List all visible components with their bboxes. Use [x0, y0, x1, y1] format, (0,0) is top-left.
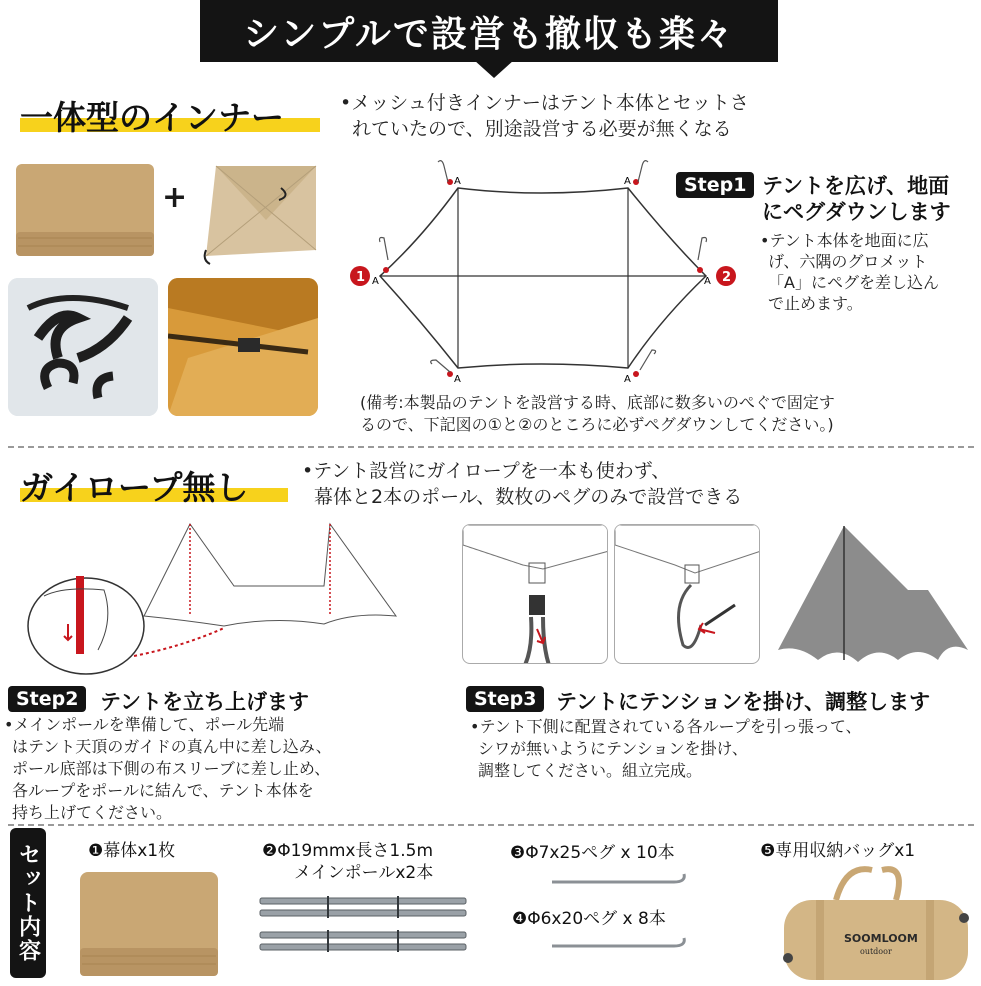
item2-label-line2: メインポールx2本	[294, 863, 434, 883]
step1-desc-2: げ、六隅のグロメット	[768, 252, 928, 271]
section-divider	[8, 824, 974, 826]
step3-desc-2: シワが無いようにテンションを掛け、	[478, 739, 748, 758]
step2-desc-2: はテント天頂のガイドの真ん中に差し込み、	[12, 737, 332, 756]
step1-badge: Step1	[676, 172, 754, 198]
item3-label: ❸Φ7x25ペグ x 10本	[510, 843, 675, 863]
banner-title: シンプルで設営も撤収も楽々	[243, 13, 735, 55]
step3-title: テントにテンションを掛け、調整します	[556, 690, 931, 714]
peg-small-image	[548, 934, 688, 958]
step2-header	[8, 686, 86, 712]
finished-tent-image	[768, 520, 978, 670]
step2-desc-1: •メインポールを準備して、ポール先端	[4, 715, 285, 734]
section2-bullet-line1: •テント設営にガイロープを一本も使わず、	[302, 460, 671, 482]
section2-bullet-line2: 幕体と2本のポール、数枚のペグのみで設営できる	[314, 486, 743, 508]
loop-detail-panel-2	[614, 524, 760, 664]
grommet-label: A	[704, 276, 711, 287]
tent-body-image	[78, 870, 220, 980]
grommet-label: A	[624, 374, 631, 385]
section1-bullet-line1: •メッシュ付きインナーはテント本体とセットさ	[340, 92, 749, 114]
hooks-photo	[8, 278, 158, 416]
marker-2-label: 2	[722, 270, 732, 285]
banner-pointer	[474, 60, 514, 78]
grommet-label: A	[372, 276, 379, 287]
step3-header	[466, 686, 544, 712]
folded-fabric-image	[14, 160, 156, 260]
title-banner	[200, 0, 778, 62]
pole-setup-diagram	[24, 516, 404, 676]
step1-desc-3: 「A」にペグを差し込ん	[768, 273, 939, 292]
step2-desc-5: 持ち上げてください。	[12, 803, 173, 822]
step3-desc-1: •テント下側に配置されている各ループを引っ張って、	[470, 717, 862, 736]
step1-title-line2: にペグダウンします	[762, 200, 951, 224]
main-poles-image	[258, 892, 470, 962]
loop-detail-panel-1	[462, 524, 608, 664]
step3-desc-3: 調整してください。組立完成。	[478, 761, 703, 780]
section2-heading: ガイロープ無し	[20, 468, 249, 507]
step1-title-line1: テントを広げ、地面	[762, 174, 950, 198]
step2-desc-3: ポール底部は下側の布スリーブに差し止め、	[12, 759, 331, 778]
grommet-label: A	[454, 176, 461, 187]
marker-1-label: 1	[356, 270, 366, 285]
set-contents-label: セット内容	[10, 828, 46, 978]
step2-badge: Step2	[8, 686, 86, 712]
step1-desc-4: で止めます。	[768, 294, 863, 313]
step2-desc-4: 各ループをポールに結んで、テント本体を	[12, 781, 314, 800]
section1-heading: 一体型のインナー	[20, 98, 284, 137]
peg-large-image	[548, 870, 688, 894]
item4-label: ❹Φ6x20ペグ x 8本	[512, 909, 666, 929]
plus-sign: +	[162, 180, 188, 215]
item5-label: ❺専用収納バッグx1	[760, 841, 916, 861]
grommet-label: A	[624, 176, 631, 187]
bag-brand: SOOMLOOM	[844, 932, 918, 945]
item2-label-line1: ❷Φ19mmx長さ1.5m	[262, 841, 434, 861]
note-line2: るので、下記図の①と②のところに必ずペグダウンしてください。)	[360, 415, 834, 434]
step2-title: テントを立ち上げます	[100, 690, 309, 714]
bag-sub: outdoor	[860, 947, 892, 956]
inner-mesh-image	[196, 160, 324, 268]
inner-attached-photo	[168, 278, 318, 416]
step1-header	[676, 172, 754, 198]
section1-bullet-line2: れていたので、別途設営する必要が無くなる	[352, 118, 732, 140]
storage-bag-image	[776, 860, 976, 984]
step3-badge: Step3	[466, 686, 544, 712]
note-line1: (備考:本製品のテントを設営する時、底部に数多いのぺぐで固定す	[360, 393, 835, 412]
item1-label: ❶幕体x1枚	[88, 841, 176, 861]
step1-desc-1: •テント本体を地面に広	[760, 231, 929, 250]
grommet-label: A	[454, 374, 461, 385]
section-divider	[8, 446, 974, 448]
